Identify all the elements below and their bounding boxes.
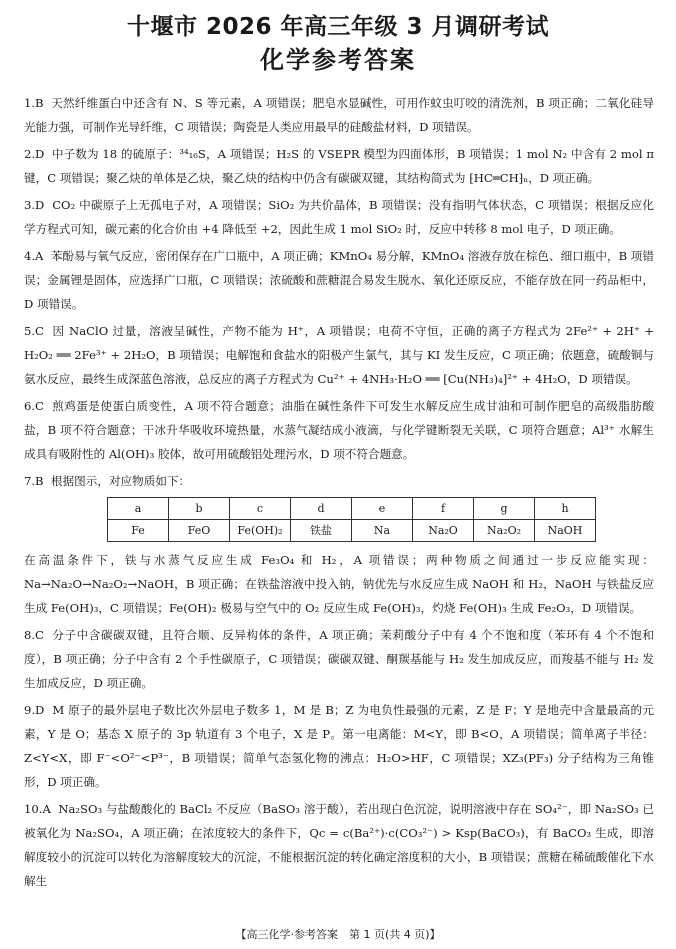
answer-number: 1.B [24,96,44,110]
table-cell: 铁盐 [291,520,352,542]
table-cell: Fe(OH)₂ [230,520,291,542]
answer-number: 9.D [24,703,45,717]
page-title: 十堰市 2026 年高三年级 3 月调研考试 [126,14,550,40]
substance-table [107,497,596,542]
answer-number: 5.C [24,324,44,338]
answer-body [24,91,654,896]
answer-text: CO₂ 中碳原子上无孤电子对，A 项错误；SiO₂ 为共价晶体，B 项错误；没有指明气体状态，C 项错误；根据反应化学方程式可知，碳元素的化合价由 +4 降低至 +2，因此生成 1 mol SiO₂ 时，反应中转移 8 mol 电子，D 项正确。 [24,198,654,236]
table-cell: Fe [108,520,169,542]
answer-4 [24,244,654,316]
answer-number: 10.A [24,802,51,816]
answer-number: 7.B [24,474,44,488]
answer-text: 苯酚易与氧气反应，密闭保存在广口瓶中，A 项正确；KMnO₄ 易分解，KMnO₄ 溶液存放在棕色、细口瓶中，B 项错误；金属锂是固体，应选择广口瓶，C 项错误；浓硫酸和蔗糖混合易发生脱水、氧化还原反应，不能存放在同一药品柜中，D 项错误。 [24,249,654,311]
table-header-row [108,498,596,520]
answer-8 [24,623,654,695]
answer-number: 8.C [24,628,44,642]
answer-text: 中子数为 18 的硫原子：³⁴₁₆S，A 项错误；H₂S 的 VSEPR 模型为四面体形，B 项错误；1 mol N₂ 中含有 2 mol π 键，C 项错误；聚乙炔的单体是乙炔，聚乙炔的结构中仍含有碳碳双键，其结构简式为 ⁅HC═CH⁆ₙ，D 项正确。 [24,147,654,185]
page-footer: 【高三化学·参考答案 第 1 页(共 4 页)】 [235,928,441,941]
answer-1 [24,91,654,139]
answer-text: 煎鸡蛋是使蛋白质变性，A 项不符合题意；油脂在碱性条件下可发生水解反应生成甘油和可制作肥皂的高级脂肪酸盐，B 项不符合题意；干冰升华吸收环境热量，水蒸气凝结成小液滴，与化学键断裂无关联，C 项符合题意；Al³⁺ 水解生成具有吸附性的 Al(OH)₃ 胶体，故可用硫酸铝处理污水，D 项不符合题意。 [24,399,655,461]
table-cell: NaOH [535,520,596,542]
table-row [108,520,596,542]
table-header-cell: a [108,498,169,520]
answer-number: 3.D [24,198,45,212]
table-header-cell: g [474,498,535,520]
answer-9 [24,698,654,794]
answer-7 [24,469,654,493]
table-header-cell: h [535,498,596,520]
table-cell: Na₂O₂ [474,520,535,542]
answer-text: 根据图示，对应物质如下： [50,474,191,488]
table-header-cell: d [291,498,352,520]
answer-number: 2.D [24,147,45,161]
answer-2 [24,142,654,190]
answer-10 [24,797,654,893]
answer-text: 分子中含碳碳双键，且符合顺、反异构体的条件，A 项正确；茉莉酸分子中有 4 个不饱和度（苯环有 4 个不饱和度），B 项正确；分子中含有 2 个手性碳原子，C 项错误；碳碳双键、酮羰基能与 H₂ 发生加成反应，而羧基不能与 H₂ 发生加成反应，D 项正确。 [24,628,655,690]
table-header-cell: b [169,498,230,520]
answer-text: Na₂SO₃ 与盐酸酸化的 BaCl₂ 不反应（BaSO₃ 溶于酸），若出现白色沉淀，说明溶液中存在 SO₄²⁻，即 Na₂SO₃ 已被氧化为 Na₂SO₄，A 项正确；在浓度较大的条件下，Qc = c(Ba²⁺)·c(CO₃²⁻) > Ksp(BaCO₃)，有 BaCO₃ 生成，即溶解度较小的沉淀可以转化为溶解度较大的沉淀，不能根据沉淀的转化确定溶度积的大小，B 项错误；蔗糖在稀硫酸催化下水解生 [24,802,654,888]
answer-5 [24,319,654,391]
table-cell: FeO [169,520,230,542]
answer-text: 天然纤维蛋白中还含有 N、S 等元素，A 项错误；肥皂水显碱性，可用作蚊虫叮咬的清洗剂，B 项正确；二氧化硅导光能力强，可制作光导纤维，C 项错误；陶瓷是人类应用最早的硅酸盐材料，D 项错误。 [24,96,654,134]
answer-text: 因 NaClO 过量，溶液呈碱性，产物不能为 H⁺，A 项错误；电荷不守恒，正确的离子方程式为 2Fe²⁺ + 2H⁺ + H₂O₂ ══ 2Fe³⁺ + 2H₂O，B 项错误；电解饱和食盐水的阳极产生氯气，其与 KI 发生反应，C 项正确；依题意，硫酸铜与氨水反应，最终生成深蓝色溶液，总反应的离子方程式为 Cu²⁺ + 4NH₃·H₂O ══ [Cu(NH₃)₄]²⁺ + 4H₂O，D 项错误。 [24,324,654,386]
answer-text: M 原子的最外层电子数比次外层电子数多 1，M 是 B；Z 为电负性最强的元素，Z 是 F；Y 是地壳中含量最高的元素，Y 是 O；基态 X 原子的 3p 轨道有 3 个电子，X 是 P。第一电离能：M<Y，即 B<O，A 项错误；简单离子半径：Z<Y<X，即 F⁻<O²⁻<P³⁻，B 项错误；简单气态氢化物的沸点：H₂O>HF，C 项错误；XZ₃(PF₃) 分子结构为三角锥形，D 项正确。 [24,703,654,789]
table-cell: Na₂O [413,520,474,542]
answer-7-explanation: 在高温条件下，铁与水蒸气反应生成 Fe₃O₄ 和 H₂，A 项错误；两种物质之间通过一步反应能实现：Na→Na₂O→Na₂O₂→NaOH，B 项正确；在铁盐溶液中投入钠，钠优先与水反应生成 NaOH 和 H₂，NaOH 与铁盐反应生成 Fe(OH)₃，C 项错误；Fe(OH)₂ 极易与空气中的 O₂ 反应生成 Fe(OH)₃，灼烧 Fe(OH)₃ 生成 Fe₂O₃，D 项错误。 [24,553,654,615]
table-header-cell: f [413,498,474,520]
answer-6 [24,394,654,466]
page-subtitle: 化学参考答案 [260,46,416,74]
table-header-cell: e [352,498,413,520]
answer-3 [24,193,654,241]
answer-number: 4.A [24,249,44,263]
table-header-cell: c [230,498,291,520]
answer-number: 6.C [24,399,44,413]
table-cell: Na [352,520,413,542]
